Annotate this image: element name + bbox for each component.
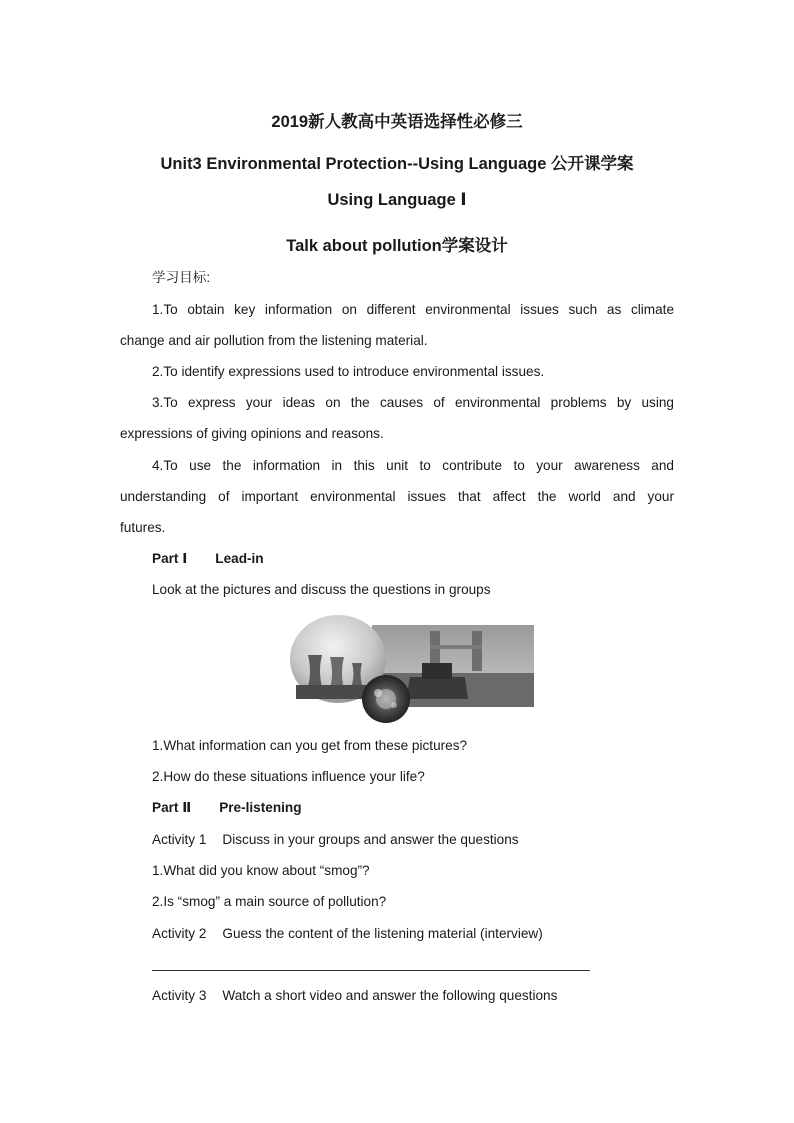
objective-4-line-2: understanding of important environmental issues that affect the world and your bbox=[120, 489, 674, 504]
activity-1-label: Activity 1 bbox=[152, 832, 207, 847]
activity-2 bbox=[152, 924, 543, 944]
pollution-pictures-image bbox=[290, 615, 536, 723]
part-1-question-1: 1.What information can you get from these pictures? bbox=[152, 738, 468, 753]
activity-1-text: Discuss in your groups and answer the questions bbox=[222, 832, 519, 847]
answer-blank-line[interactable] bbox=[152, 970, 590, 971]
part-2-heading bbox=[152, 798, 302, 818]
doc-title-course: 2019新人教高中英语选择性必修三 bbox=[271, 113, 523, 131]
objective-3-line-2: expressions of giving opinions and reasons. bbox=[120, 426, 384, 441]
part-2-name: Pre-listening bbox=[219, 800, 302, 815]
activity-2-text: Guess the content of the listening material (interview) bbox=[222, 926, 543, 941]
objectives-heading: 学习目标: bbox=[152, 270, 211, 285]
part-2-question-2: 2.Is “smog” a main source of pollution? bbox=[152, 894, 387, 909]
objective-2: 2.To identify expressions used to introduce environmental issues. bbox=[152, 364, 545, 379]
activity-3 bbox=[152, 986, 557, 1006]
activity-1 bbox=[152, 830, 519, 850]
part-1-label: Part Ⅰ bbox=[152, 551, 188, 566]
objective-1-line-2: change and air pollution from the listening material. bbox=[120, 333, 428, 348]
part-1-instruction: Look at the pictures and discuss the questions in groups bbox=[152, 582, 491, 597]
objective-4-line-3: futures. bbox=[120, 520, 166, 535]
objective-4-line-1: 4.To use the information in this unit to contribute to your awareness and bbox=[152, 458, 674, 473]
doc-title-section: Using Language Ⅰ bbox=[327, 191, 467, 209]
doc-title-unit: Unit3 Environmental Protection--Using Language 公开课学案 bbox=[160, 155, 634, 173]
activity-2-label: Activity 2 bbox=[152, 926, 207, 941]
part-1-name: Lead-in bbox=[215, 551, 264, 566]
objective-1-line-1: 1.To obtain key information on different environmental issues such as climate bbox=[152, 302, 674, 317]
part-2-label: Part Ⅱ bbox=[152, 800, 192, 815]
part-1-question-2: 2.How do these situations influence your life? bbox=[152, 769, 425, 784]
activity-3-text: Watch a short video and answer the following questions bbox=[222, 988, 558, 1003]
objective-3-line-1: 3.To express your ideas on the causes of environmental problems by using bbox=[152, 395, 674, 410]
activity-3-label: Activity 3 bbox=[152, 988, 207, 1003]
part-1-heading bbox=[152, 549, 264, 569]
part-2-question-1: 1.What did you know about “smog”? bbox=[152, 863, 370, 878]
doc-title-topic: Talk about pollution学案设计 bbox=[286, 237, 508, 255]
